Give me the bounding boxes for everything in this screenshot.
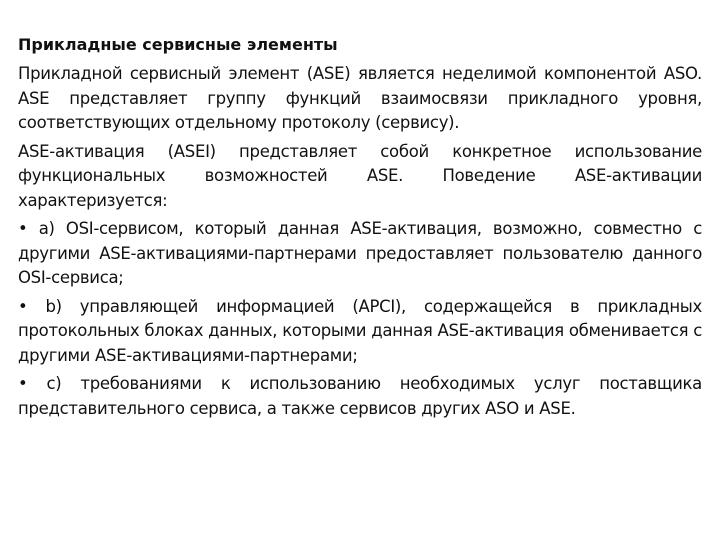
bullet-text-b: b) управляющей информацией (APCI), содержащейся в прикладных протокольных блоках данных, которыми данная ASE-активация обменивается с другими ASE-активациями-партнерами;	[18, 296, 702, 365]
paragraph-asei-definition: ASE-активация (ASEI) представляет собой конкретное использование функциональных возможностей ASE. Поведение ASE-активации характеризуется:	[18, 141, 702, 210]
paragraph-ase-definition: Прикладной сервисный элемент (ASE) является неделимой компонентой ASO. ASE представляет группу функций взаимосвязи прикладного уровня, соответствующих отдельному протоколу (сервису).	[18, 64, 702, 132]
bullet-dot-icon: •	[18, 296, 28, 316]
bullet-dot-icon: •	[18, 219, 28, 238]
bullet-item-b	[18, 295, 702, 369]
bullet-item-c	[18, 372, 702, 421]
slide-content	[18, 34, 702, 425]
bullet-text-c: c) требованиями к использованию необходимых услуг поставщика представительного сервиса, а также сервисов других ASO и ASE.	[18, 374, 702, 418]
bullet-item-a	[18, 217, 702, 291]
bullet-dot-icon: •	[18, 374, 28, 393]
slide-title: Прикладные сервисные элементы	[18, 35, 338, 54]
bullet-text-a: а) OSI-сервисом, который данная ASE-активация, возможно, совместно с другими ASE-активациями-партнерами предоставляет пользователю данного OSI-сервиса;	[18, 219, 702, 287]
